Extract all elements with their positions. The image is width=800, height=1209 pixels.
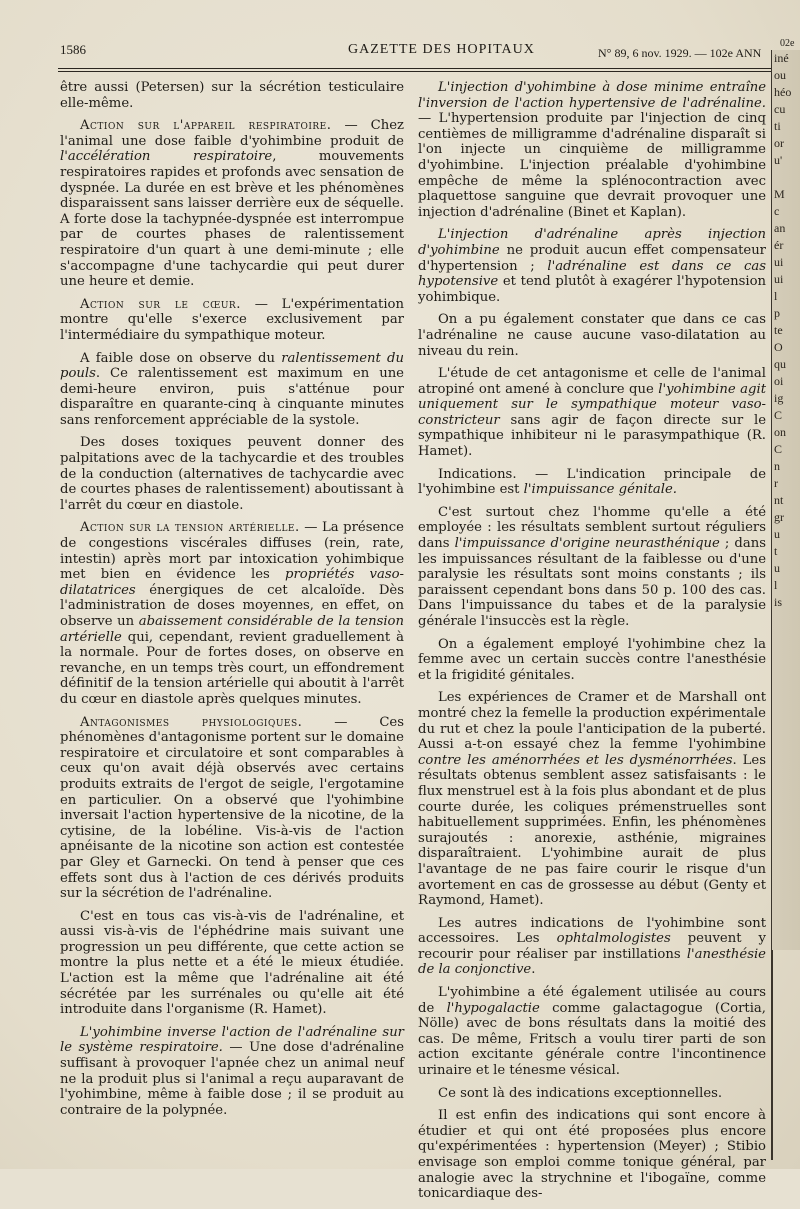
corner-fragment: 02e: [780, 38, 795, 49]
paragraph-coeur: Action sur le cœur. — L'expérimentation montre qu'elle s'exerce exclusivement par l'intermédiaire du sympathique moteur.: [60, 296, 404, 343]
paragraph: être aussi (Petersen) sur la sécrétion testiculaire elle-même.: [60, 80, 404, 111]
paragraph: L'yohimbine a été également utilisée au cours de l'hypogalactie comme galactagogue (Cortia, Nölle) avec de bons résultats dans la moitié des cas. De même, Fritsch a voulu tirer parti de son action excitante générale contre l'incontinence urinaire et le ténesme vésical.: [418, 985, 766, 1079]
edge-fragment: O: [774, 340, 783, 354]
header-rule: [58, 68, 800, 69]
paragraph-indications: Indications. — L'indication principale de l'yohimbine est l'impuissance génitale.: [418, 466, 766, 498]
paragraph-respiration: Action sur l'appareil respiratoire. — Chez l'animal une dose faible d'yohimbine produit de l'accélération respiratoire, mouvements respiratoires rapides et profonds avec sensation de dyspnée. La durée en est brève et les phénomènes disparaissent sans laisser derrière eux de séquelle. A forte dose la tachypnée-dyspnée est interrompue par de courtes phases de ralentissement respiratoire d'un quart à une demi-minute ; elle s'accompagne d'une tachycardie qui peut durer une heure et demie.: [60, 118, 404, 290]
edge-fragment: oi: [774, 374, 784, 388]
edge-fragment: is: [774, 595, 783, 609]
edge-fragment: héo: [774, 85, 792, 99]
section-heading: Action sur la tension artérielle.: [80, 520, 300, 536]
page-number: 1586: [60, 42, 86, 57]
edge-fragment: l: [774, 289, 778, 303]
edge-fragment: t: [774, 544, 778, 558]
edge-fragment: ti: [774, 119, 781, 133]
paragraph: Il est enfin des indications qui sont encore à étudier et qui ont été proposées plus encore qu'expérimentées : hypertension (Meyer) ; Stibio envisage son emploi comme tonique général, par analogie avec la strychnine et l'ibogaïne, comme tonicardiaque des-: [418, 1108, 766, 1202]
left-column: [60, 80, 404, 1125]
paragraph: L'injection d'adrénaline après injection d'yohimbine ne produit aucun effet compensateur d'hypertension ; l'adrénaline est dans ce cas hypotensive et tend plutôt à exagérer l'hypotension yohimbique.: [418, 227, 766, 305]
edge-fragment: ui: [774, 272, 784, 286]
paragraph: Les expériences de Cramer et de Marshall ont montré chez la femelle la production expérimentale du rut et chez la poule l'anticipation de la puberté. Aussi a-t-on essayé chez la femme l'yohimbine contre les aménorrhées et les dysménorrhées. Les résultats obtenus semblent assez satisfaisants : le flux menstruel est à la fois plus abondant et de plus courte durée, les coliques prémenstruelles sont habituellement supprimées. Enfin, les phénomènes surajoutés : anorexie, asthénie, migraines disparaîtraient. L'yohimbine aurait de plus l'avantage de ne pas faire courir le risque d'un avortement en cas de grossesse au début (Genty et Raymond, Hamet).: [418, 690, 766, 909]
header-rule-double: [58, 71, 800, 72]
edge-fragment: C: [774, 408, 783, 422]
edge-fragment: u: [774, 527, 780, 541]
edge-fragment: iné: [774, 51, 789, 65]
edge-fragment: on: [774, 425, 786, 439]
edge-fragment: ou: [774, 68, 786, 82]
edge-fragment: ui: [774, 255, 784, 269]
edge-fragment: c: [774, 204, 780, 218]
paragraph-antagonismes: Antagonismes physiologiques. — Ces phénomènes d'antagonisme portent sur le domaine respiratoire et circulatoire et sont comparables à ceux qu'on avait déjà observés avec certains produits extraits de l'ergot de seigle, l'ergotamine en particulier. On a observé que l'yohimbine inversait l'action hypertensive de la nicotine, de la cytisine, de la lobéline. Vis-à-vis de l'action apnéisante de la nicotine son action est contestée par Gley et Garnecki. On tend à penser que ces effets sont dus à l'action de ces dérivés produits sur la sécrétion de l'adrénaline.: [60, 714, 404, 902]
edge-fragment: [772, 169, 800, 186]
edge-fragment: qu: [774, 357, 786, 371]
edge-fragment: M: [774, 187, 785, 201]
edge-fragment: cu: [774, 102, 786, 116]
section-heading: Antagonismes physiologiques.: [80, 714, 303, 730]
edge-fragment: an: [774, 221, 786, 235]
edge-fragment: nt: [774, 493, 784, 507]
edge-fragment: te: [774, 323, 783, 337]
edge-fragment: C: [774, 442, 783, 456]
page-header: [58, 40, 800, 66]
edge-fragment: u: [774, 561, 780, 575]
paragraph: L'yohimbine inverse l'action de l'adrénaline sur le système respiratoire. — Une dose d'adrénaline suffisant à provoquer l'apnée chez un animal neuf ne la produit plus si l'animal a reçu auparavant de l'yohimbine, même à faible dose ; il se produit au contraire de la polypnée.: [60, 1024, 405, 1118]
paragraph: Ce sont là des indications exceptionnelles.: [438, 1085, 723, 1101]
paragraph: C'est en tous cas vis-à-vis de l'adrénaline, et aussi vis-à-vis de l'éphédrine mais suivant une progression un peu différente, que cette action se montre la plus nette et a été le mieux étudiée. L'action est la même que l'adrénaline ait été sécrétée par les surrénales ou qu'elle ait été introduite dans l'organisme (R. Hamet).: [60, 908, 404, 1018]
issue-info: N° 89, 6 nov. 1929. — 102e ANN: [598, 46, 762, 60]
edge-fragment: r: [774, 476, 778, 490]
edge-fragment: l: [774, 578, 778, 592]
section-heading: Action sur l'appareil respiratoire.: [80, 118, 332, 134]
right-column: [418, 80, 766, 1209]
journal-title: GAZETTE DES HOPITAUX: [348, 42, 535, 57]
paragraph: L'étude de cet antagonisme et celle de l'animal atropiné ont amené à conclure que l'yohimbine agit uniquement sur le sympathique moteur vaso-constricteur sans agir de façon directe sur le sympathique inhibiteur ni le parasympathique (R. Hamet).: [418, 366, 767, 460]
paragraph-tension: Action sur la tension artérielle. — La présence de congestions viscérales diffuses (rein, rate, intestin) après mort par intoxication yohimbique met bien en évidence les propriétés vaso-dilatatrices énergiques de cet alcaloïde. Dès l'administration de doses moyennes, en effet, on observe un abaissement considérable de la tension artérielle qui, cependant, revient graduellement à la normale. Pour de fortes doses, on observe en revanche, en un temps très court, un effondrement définitif de la tension artérielle qui aboutit à l'arrêt du cœur en diastole après quelques minutes.: [60, 520, 405, 707]
edge-fragment: p: [774, 306, 780, 320]
paragraph: C'est surtout chez l'homme qu'elle a été employée : les résultats semblent surtout réguliers dans l'impuissance d'origine neurasthénique ; dans les impuissances résultant de la faiblesse ou d'une paralysie les résultats sont moins constants ; ils paraissent cependant bons dans 50 p. 100 des cas. Dans l'impuissance du tabes et de la paralysie générale l'insuccès est la règle.: [418, 504, 766, 629]
edge-fragment: n: [774, 459, 780, 473]
adjacent-page-fragments: [772, 50, 800, 950]
paragraph: Les autres indications de l'yohimbine sont accessoires. Les ophtalmologistes peuvent y recourir pour réaliser par instillations l'anesthésie de la conjonctive.: [418, 915, 766, 978]
edge-fragment: ér: [774, 238, 784, 252]
edge-fragment: ig: [774, 391, 784, 405]
paragraph: Des doses toxiques peuvent donner des palpitations avec de la tachycardie et des troubles de la conduction (alternatives de tachycardie avec de courtes phases de ralentissement) aboutissant à l'arrêt du cœur en diastole.: [60, 435, 404, 513]
paragraph: On a également employé l'yohimbine chez la femme avec un certain succès contre l'anesthésie et la frigidité génitales.: [418, 636, 766, 683]
edge-fragment: gr: [774, 510, 784, 524]
edge-fragment: or: [774, 136, 784, 150]
paragraph: On a pu également constater que dans ce cas l'adrénaline ne cause aucune vaso-dilatation au niveau du rein.: [418, 312, 766, 359]
section-heading: Indications.: [438, 466, 517, 482]
paragraph: A faible dose on observe du ralentissement du pouls. Ce ralentissement est maximum en une demi-heure environ, puis s'atténue pour disparaître en quarante-cinq à cinquante minutes sans renforcement appréciable de la systole.: [60, 350, 404, 428]
section-heading: Action sur le cœur.: [80, 296, 241, 312]
paragraph: L'injection d'yohimbine à dose minime entraîne l'inversion de l'action hypertensive de l'adrénaline. — L'hypertension produite par l'injection de cinq centièmes de milligramme d'adrénaline disparaît si l'on injecte un cinquième de milligramme d'yohimbine. L'injection préalable d'yohimbine empêche de même la splénocontraction avec plaquettose sanguine que devrait provoquer une injection d'adrénaline (Binet et Kaplan).: [418, 80, 766, 220]
edge-fragment: u': [774, 153, 783, 167]
